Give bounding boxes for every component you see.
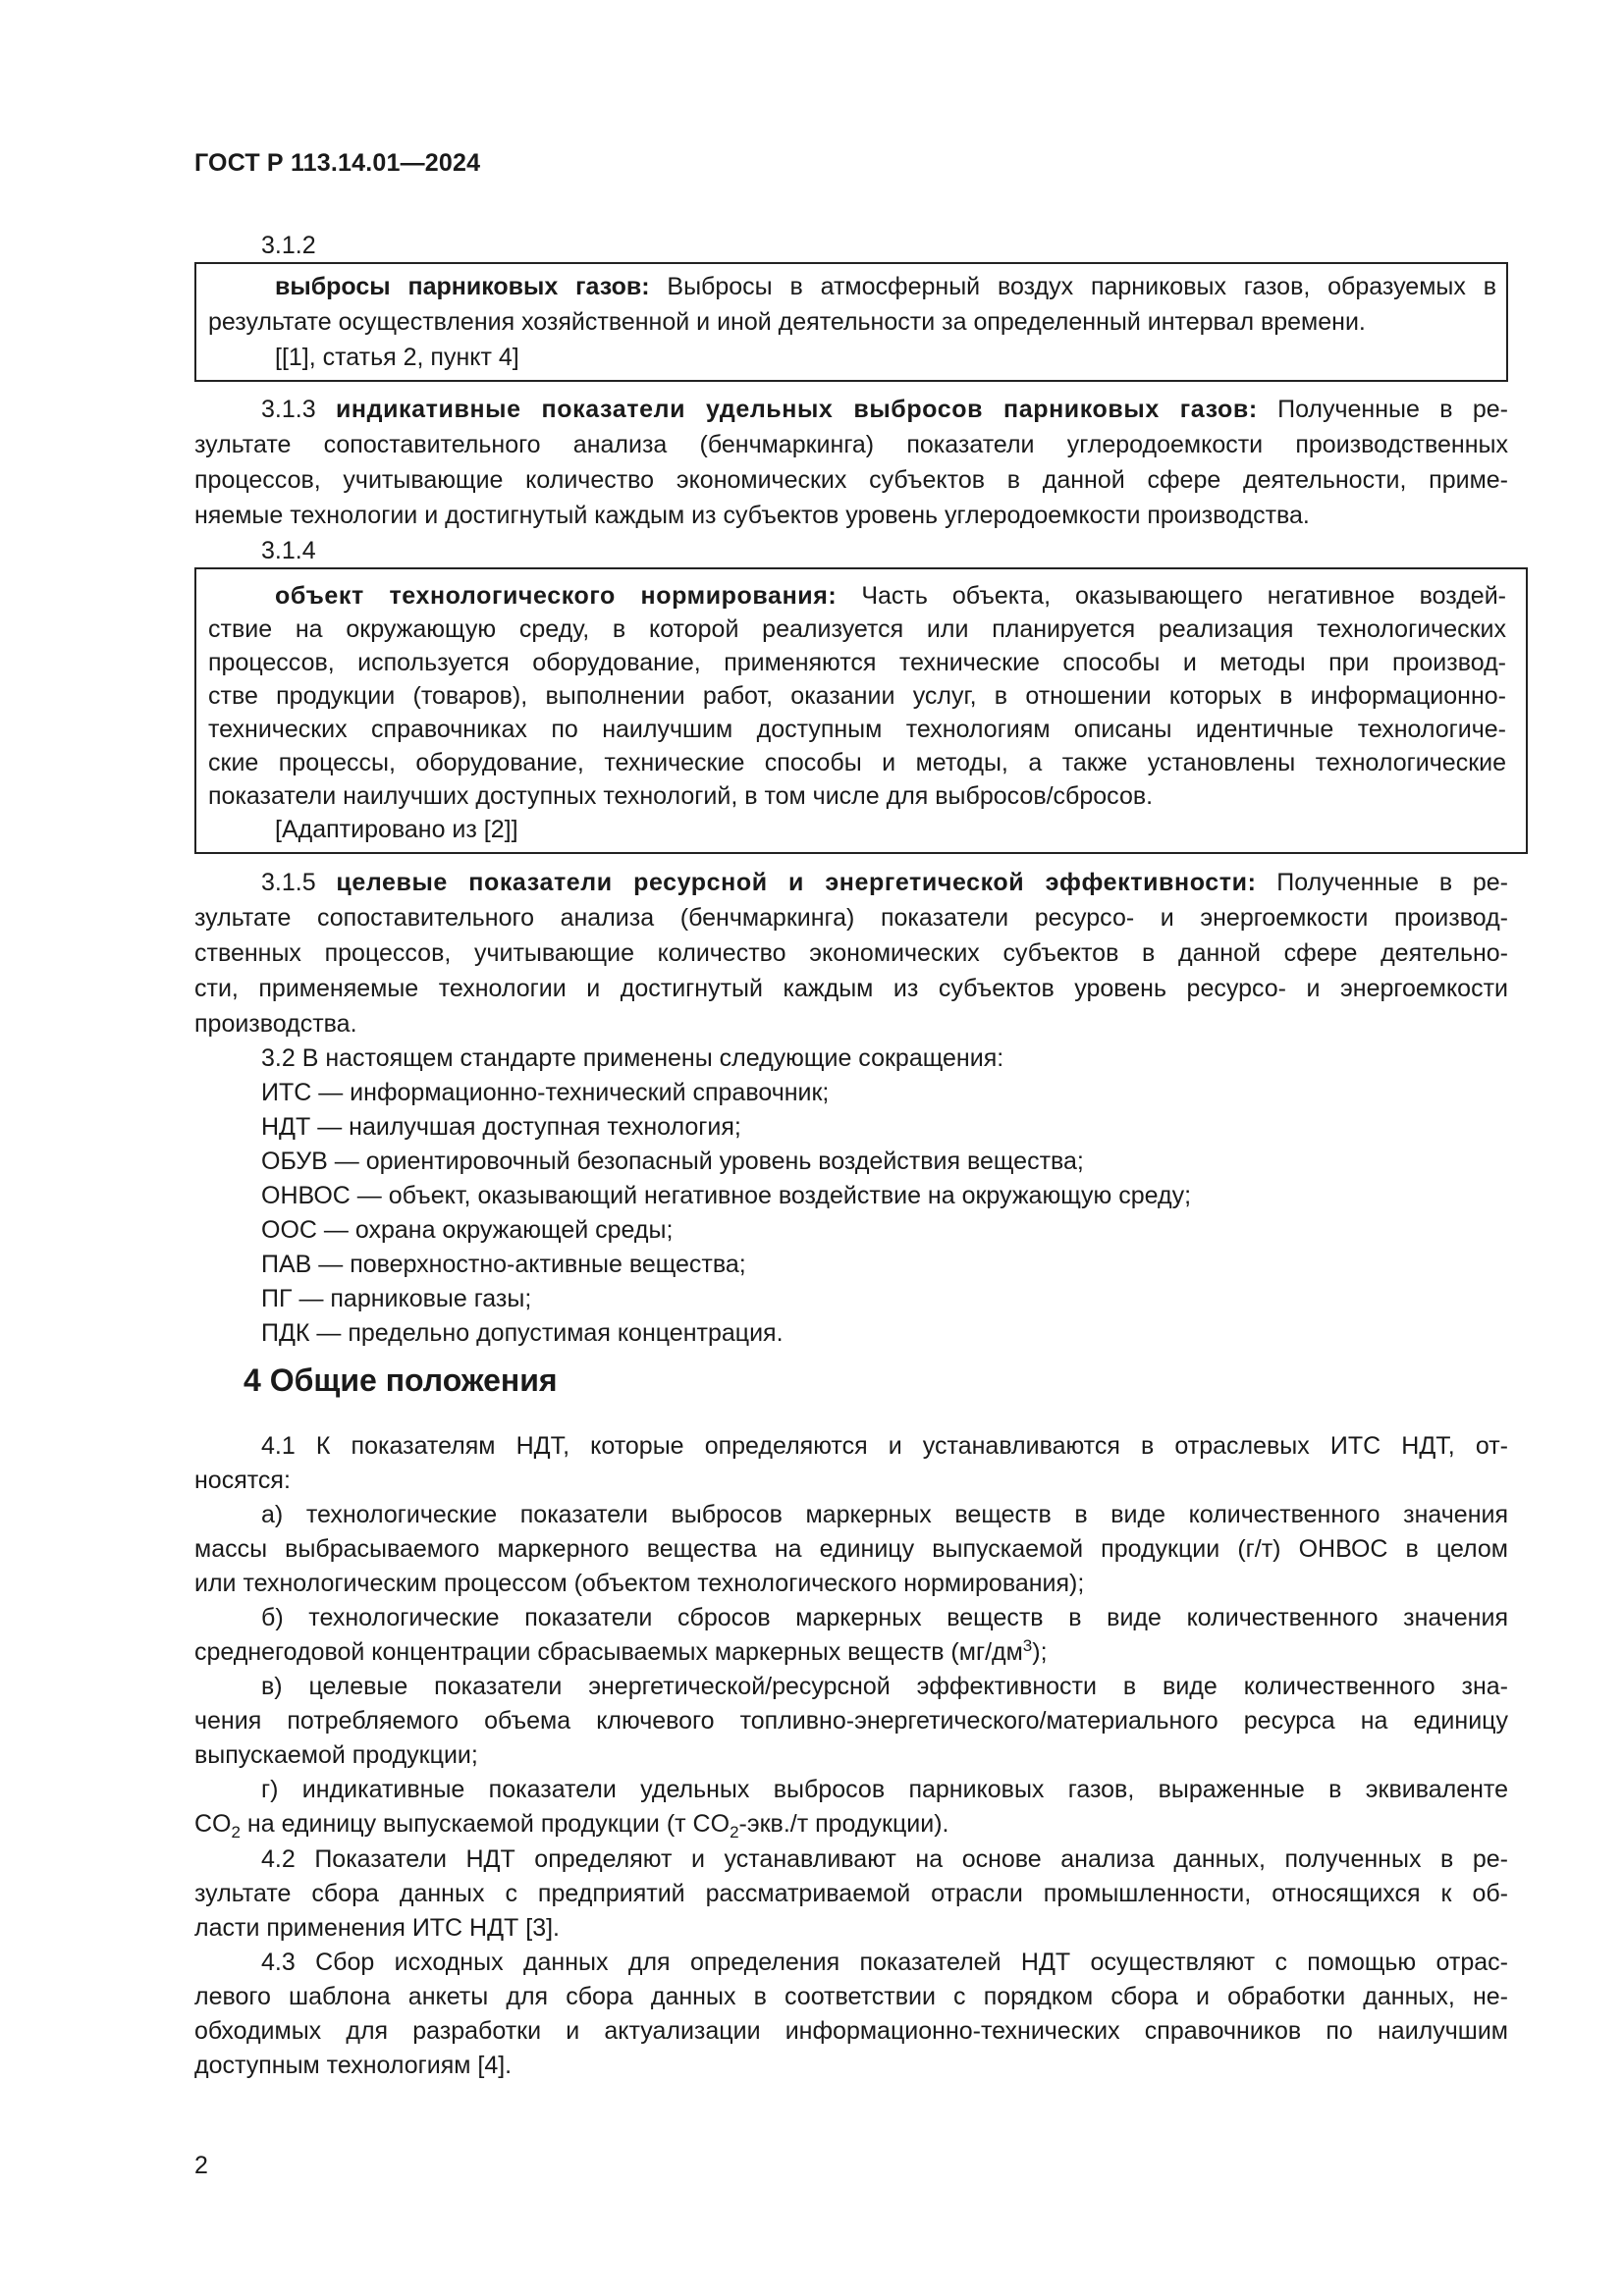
page-number: 2 <box>194 2152 208 2179</box>
list-item-line: $CO_2$ на единицу выпускаемой продукции (т $CO_2-экв./т$ продукции). <box>194 1810 949 1842</box>
term-label: выбросы парниковых газов: <box>275 273 650 300</box>
standard-code-header: ГОСТ Р 113.14.01—2024 <box>194 149 481 177</box>
section-heading: 4 Общие положения <box>244 1362 558 1398</box>
term-label: целевые показатели ресурсной и энергетической эффективности: <box>336 869 1257 896</box>
term-label: объект технологического нормирования: <box>275 582 838 610</box>
paragraph-line: няемые технологии и достигнутый каждым из субъектов уровень углеродоемкости производства. <box>194 502 1310 529</box>
paragraph-line: носятся: <box>194 1467 291 1494</box>
paragraph-line: сти, применяемые технологии и достигнутый каждым из субъектов уровень ресурсо- и энергоемкости <box>194 975 1508 1002</box>
definition-line: объект технологического нормирования: Часть объекта, оказывающего негативное воздей- <box>275 582 1506 610</box>
abbreviation-item: ПГ — парниковые газы; <box>261 1285 532 1312</box>
abbreviation-item: ПАВ — поверхностно-активные вещества; <box>261 1251 746 1278</box>
definition-line: ские процессы, оборудование, технические способы и методы, а также установлены технологические <box>208 749 1506 776</box>
abbreviation-item: ООС — охрана окружающей среды; <box>261 1216 674 1244</box>
list-item-line: г) индикативные показатели удельных выбросов парниковых газов, выраженные в эквиваленте <box>261 1776 1508 1803</box>
definition-source: [Адаптировано из [2]] <box>275 816 518 843</box>
term-label: индикативные показатели удельных выбросов парниковых газов: <box>335 396 1258 423</box>
paragraph-line: ственных процессов, учитывающие количество экономических субъектов в данной сфере деятельно- <box>194 939 1508 967</box>
definition-line: показатели наилучших доступных технологий, в том числе для выбросов/сбросов. <box>208 782 1154 810</box>
paragraph-line: 4.3 Сбор исходных данных для определения показателей НДТ осуществляют с помощью отрас- <box>261 1949 1508 1976</box>
abbreviation-item: ОНВОС — объект, оказывающий негативное воздействие на окружающую среду; <box>261 1182 1192 1209</box>
paragraph-line: зультате сбора данных с предприятий рассматриваемой отрасли промышленности, относящихся к об- <box>194 1880 1508 1907</box>
definition-box-3-1-4 <box>194 567 1528 854</box>
list-item-line: в) целевые показатели энергетической/ресурсной эффективности в виде количественного зна- <box>261 1673 1508 1700</box>
paragraph-line: зультате сопоставительного анализа (бенчмаркинга) показатели ресурсо- и энергоемкости производ- <box>194 904 1508 932</box>
list-item-line: массы выбрасываемого маркерного вещества на единицу выпускаемой продукции (г/т) ОНВОС в целом <box>194 1535 1508 1563</box>
list-item-line: среднегодовой концентрации сбрасываемых маркерных веществ $(мг/дм^3)$; <box>194 1636 1048 1666</box>
abbreviation-item: ПДК — предельно допустимая концентрация. <box>261 1319 784 1347</box>
list-item-line: чения потребляемого объема ключевого топливно-энергетического/материального ресурса на единицу <box>194 1707 1508 1735</box>
paragraph-line: 4.1 К показателям НДТ, которые определяются и устанавливаются в отраслевых ИТС НДТ, от- <box>261 1432 1508 1460</box>
definition-source: [[1], статья 2, пункт 4] <box>275 344 519 371</box>
paragraph-line: производства. <box>194 1010 357 1038</box>
list-item-line: б) технологические показатели сбросов маркерных веществ в виде количественного значения <box>261 1604 1508 1631</box>
definition-line: выбросы парниковых газов: Выбросы в атмосферный воздух парниковых газов, образуемых в <box>275 273 1497 300</box>
paragraph-line: зультате сопоставительного анализа (бенчмаркинга) показатели углеродоемкости производственных <box>194 431 1508 458</box>
clause-number-3-1-4: 3.1.4 <box>261 537 316 564</box>
abbreviation-item: НДТ — наилучшая доступная технология; <box>261 1113 741 1141</box>
paragraph-line: ласти применения ИТС НДТ [3]. <box>194 1914 560 1942</box>
list-item-line: выпускаемой продукции; <box>194 1741 478 1769</box>
paragraph-line: 4.2 Показатели НДТ определяют и устанавливают на основе анализа данных, полученных в ре- <box>261 1845 1508 1873</box>
definition-line: технических справочниках по наилучшим доступным технологиям описаны идентичные технологиче- <box>208 716 1506 743</box>
paragraph-line: обходимых для разработки и актуализации информационно-технических справочников по наилучшим <box>194 2017 1508 2045</box>
list-item-line: или технологическим процессом (объектом технологического нормирования); <box>194 1570 1085 1597</box>
paragraph-line: левого шаблона анкеты для сбора данных в соответствии с порядком сбора и обработки данных, не- <box>194 1983 1508 2010</box>
abbreviation-item: ОБУВ — ориентировочный безопасный уровень воздействия вещества; <box>261 1148 1084 1175</box>
definition-line: результате осуществления хозяйственной и иной деятельности за определенный интервал времени. <box>208 308 1366 336</box>
paragraph-line: 3.1.5 целевые показатели ресурсной и энергетической эффективности: Полученные в ре- <box>261 869 1508 896</box>
clause-number-3-1-2: 3.1.2 <box>261 232 316 259</box>
definition-line: ствие на окружающую среду, в которой реализуется или планируется реализация технологических <box>208 615 1506 643</box>
list-item-line: а) технологические показатели выбросов маркерных веществ в виде количественного значения <box>261 1501 1508 1528</box>
definition-box-3-1-2 <box>194 262 1508 382</box>
abbreviation-item: ИТС — информационно-технический справочник; <box>261 1079 830 1106</box>
paragraph-line: процессов, учитывающие количество экономических субъектов в данной сфере деятельности, приме- <box>194 466 1508 494</box>
definition-line: стве продукции (товаров), выполнении работ, оказании услуг, в отношении которых в информационно- <box>208 682 1506 710</box>
definition-line: процессов, используется оборудование, применяются технические способы и методы при производ- <box>208 649 1506 676</box>
paragraph-line: доступным технологиям [4]. <box>194 2052 513 2079</box>
abbreviations-intro: 3.2 В настоящем стандарте применены следующие сокращения: <box>261 1044 1004 1072</box>
paragraph-line: 3.1.3 индикативные показатели удельных выбросов парниковых газов: Полученные в ре- <box>261 396 1508 423</box>
